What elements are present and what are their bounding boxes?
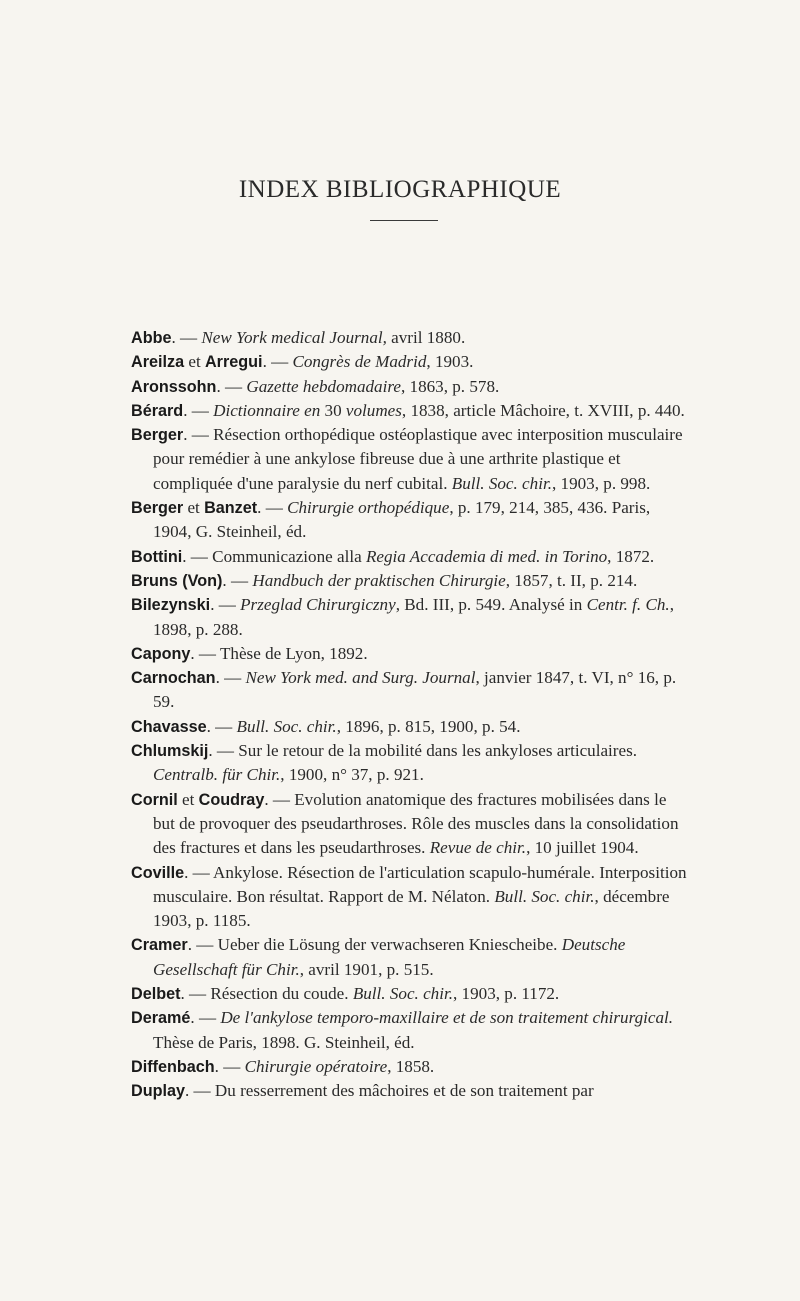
bibliography-entry — [131, 593, 691, 642]
entry-text: et — [183, 498, 205, 518]
entry-text: , Bd. III, p. 549. Analysé in — [395, 595, 587, 615]
entry-author: Cramer — [131, 936, 188, 955]
entry-author: Bruns (Von) — [131, 571, 223, 590]
entry-author: Delbet — [131, 985, 181, 1004]
bibliography-entry — [131, 982, 691, 1006]
entry-text: . — Résection orthopédique ostéoplastique avec interposition musculaire pour remédier à une ankylose fibreuse due à une arthrite plastique et compliquée d'une paralysie du nerf cubital. — [153, 425, 683, 493]
entry-source-title: Centr. f. Ch. — [586, 595, 670, 615]
entry-text: . — Ankylose. Résection de l'articulation scapulo-humérale. Interposition musculaire. Bon résultat. Rapport de M. Nélaton. — [153, 862, 687, 906]
entry-text: , 1863, p. 578. — [400, 376, 500, 396]
entry-text: . — — [262, 352, 293, 372]
entry-source-title: Centralb. für Chir. — [153, 765, 281, 785]
entry-text: , décembre 1903, p. 1185. — [153, 886, 670, 931]
entry-author: Chlumskij — [131, 742, 209, 761]
entry-text: et — [184, 352, 205, 372]
entry-text: . — — [257, 498, 288, 518]
bibliography-entry — [131, 788, 691, 861]
bibliography-entry — [131, 715, 691, 739]
entry-text: 30 — [320, 400, 346, 420]
entry-author: Carnochan — [131, 669, 216, 688]
bibliography-entry — [131, 1055, 691, 1079]
entry-text: avril 1880. — [386, 328, 466, 347]
entry-author: Areilza — [131, 353, 185, 372]
entry-author: Arregui — [204, 353, 263, 372]
entry-source-title: Regia Accademia di med. in Torino — [365, 546, 608, 566]
entry-source-title: Bull. Soc. chir. — [494, 886, 595, 906]
entry-source-title: Handbuch der praktischen Chirurgie — [252, 570, 506, 590]
entry-source-title: Revue de chir. — [429, 838, 527, 858]
entry-text: . — — [215, 668, 246, 688]
entry-author: Diffenbach — [131, 1057, 215, 1076]
entry-author: Deramé — [131, 1009, 191, 1028]
entry-text: , 1896, p. 815, 1900, p. 54. — [336, 716, 521, 736]
bibliography-entry — [131, 933, 691, 982]
entry-text: . — Ueber die Lösung der verwachseren Kniescheibe. — [187, 935, 562, 955]
entry-source-title: volumes — [345, 400, 402, 420]
entry-text: . — — [214, 1056, 245, 1076]
bibliography-entry — [131, 739, 691, 788]
entry-author: Duplay — [131, 1082, 185, 1101]
entry-text: , 1903, p. 998. — [551, 473, 651, 493]
entry-text: , janvier 1847, t. VI, n° 16, p. 59. — [153, 668, 677, 712]
entry-source-title: Congrès de Madrid — [292, 352, 427, 372]
entry-source-title: Gazette hebdomadaire — [246, 376, 401, 396]
entry-author: Cornil — [131, 790, 178, 809]
bibliography-list — [131, 326, 691, 1104]
entry-author: Banzet — [204, 499, 258, 518]
entry-author: Coudray — [198, 790, 265, 809]
entry-text: et — [177, 789, 199, 809]
entry-text: . — — [183, 400, 214, 420]
entry-text: , 1900, n° 37, p. 921. — [280, 765, 424, 785]
entry-text: , 1903, p. 1172. — [453, 984, 560, 1004]
entry-author: Bilezynski — [131, 596, 211, 615]
entry-author: Abbe — [131, 329, 172, 347]
bibliography-entry — [131, 496, 691, 545]
entry-text: . — Thèse de Lyon, 1892. — [190, 643, 368, 663]
entry-source-title: New York med. and Surg. Journal — [245, 668, 476, 688]
entry-source-title: Dictionnaire en — [213, 400, 321, 420]
entry-author: Bérard — [131, 401, 184, 420]
entry-text: . — Evolution anatomique des fractures mobilisées dans le but de provoquer des pseudarthroses. Rôle des muscles dans la consolidation des fractures et dans les pseudarthroses. — [153, 789, 679, 858]
entry-author: Capony — [131, 644, 191, 663]
entry-source-title: Deutsche Gesellschaft für Chir. — [153, 935, 626, 979]
entry-text: . — Du resserrement des mâchoires et de son traitement par — [184, 1081, 594, 1101]
bibliography-entry — [131, 423, 691, 496]
entry-author: Bottini — [131, 547, 183, 566]
bibliography-entry — [131, 350, 691, 374]
entry-source-title: Chirurgie opératoire — [244, 1056, 388, 1076]
entry-author: Berger — [131, 499, 184, 518]
entry-text: . — — [171, 328, 202, 347]
entry-text: . — — [222, 570, 253, 590]
entry-source-title: Bull. Soc. chir. — [352, 984, 453, 1004]
entry-text: . — Communicazione alla — [182, 546, 366, 566]
entry-text: , 1872. — [607, 546, 655, 566]
entry-author: Berger — [131, 426, 184, 445]
entry-text: , 1858. — [387, 1056, 435, 1076]
bibliography-entry — [131, 399, 691, 423]
entry-author: Chavasse — [131, 717, 207, 736]
entry-source-title: Przeglad Chirurgiczny — [240, 595, 396, 615]
entry-text: . — — [190, 1008, 221, 1028]
bibliography-entry — [131, 666, 691, 715]
page-title: INDEX BIBLIOGRAPHIQUE — [238, 176, 562, 203]
entry-author: Aronssohn — [131, 377, 217, 396]
entry-text: , 10 juillet 1904. — [526, 838, 639, 858]
entry-source-title: New York medical Journal, — [201, 328, 387, 347]
bibliography-entry — [131, 642, 691, 666]
entry-text: , p. 179, 214, 385, 436. Paris, 1904, G. Steinheil, éd. — [153, 498, 651, 542]
bibliography-entry — [131, 326, 691, 350]
entry-text: . — Résection du coude. — [180, 984, 353, 1004]
entry-text: Thèse de Paris, 1898. G. Steinheil, éd. — [153, 1032, 415, 1052]
entry-text: . — — [206, 716, 237, 736]
title-divider — [370, 220, 438, 221]
entry-source-title: Chirurgie orthopédique — [287, 498, 450, 518]
entry-author: Coville — [131, 863, 185, 882]
entry-text: , 1838, article Mâchoire, t. XVIII, p. 440. — [401, 400, 685, 420]
entry-text: . — — [210, 595, 241, 615]
bibliography-entry — [131, 861, 691, 934]
entry-text: , 1857, t. II, p. 214. — [505, 570, 638, 590]
entry-text: , 1903. — [426, 352, 474, 372]
entry-source-title: Bull. Soc. chir. — [451, 473, 552, 493]
bibliography-entry — [131, 1006, 691, 1055]
entry-text: . — — [216, 376, 247, 396]
bibliography-entry — [131, 569, 691, 593]
entry-text: , avril 1901, p. 515. — [299, 959, 434, 979]
entry-source-title: Bull. Soc. chir. — [236, 716, 337, 736]
bibliography-entry — [131, 545, 691, 569]
entry-source-title: De l'ankylose temporo-maxillaire et de son traitement chirurgical. — [220, 1008, 674, 1028]
entry-text: . — Sur le retour de la mobilité dans les ankyloses articulaires. — [208, 741, 638, 761]
bibliography-entry — [131, 1079, 691, 1103]
bibliography-entry — [131, 375, 691, 399]
entry-text: , 1898, p. 288. — [153, 595, 674, 639]
